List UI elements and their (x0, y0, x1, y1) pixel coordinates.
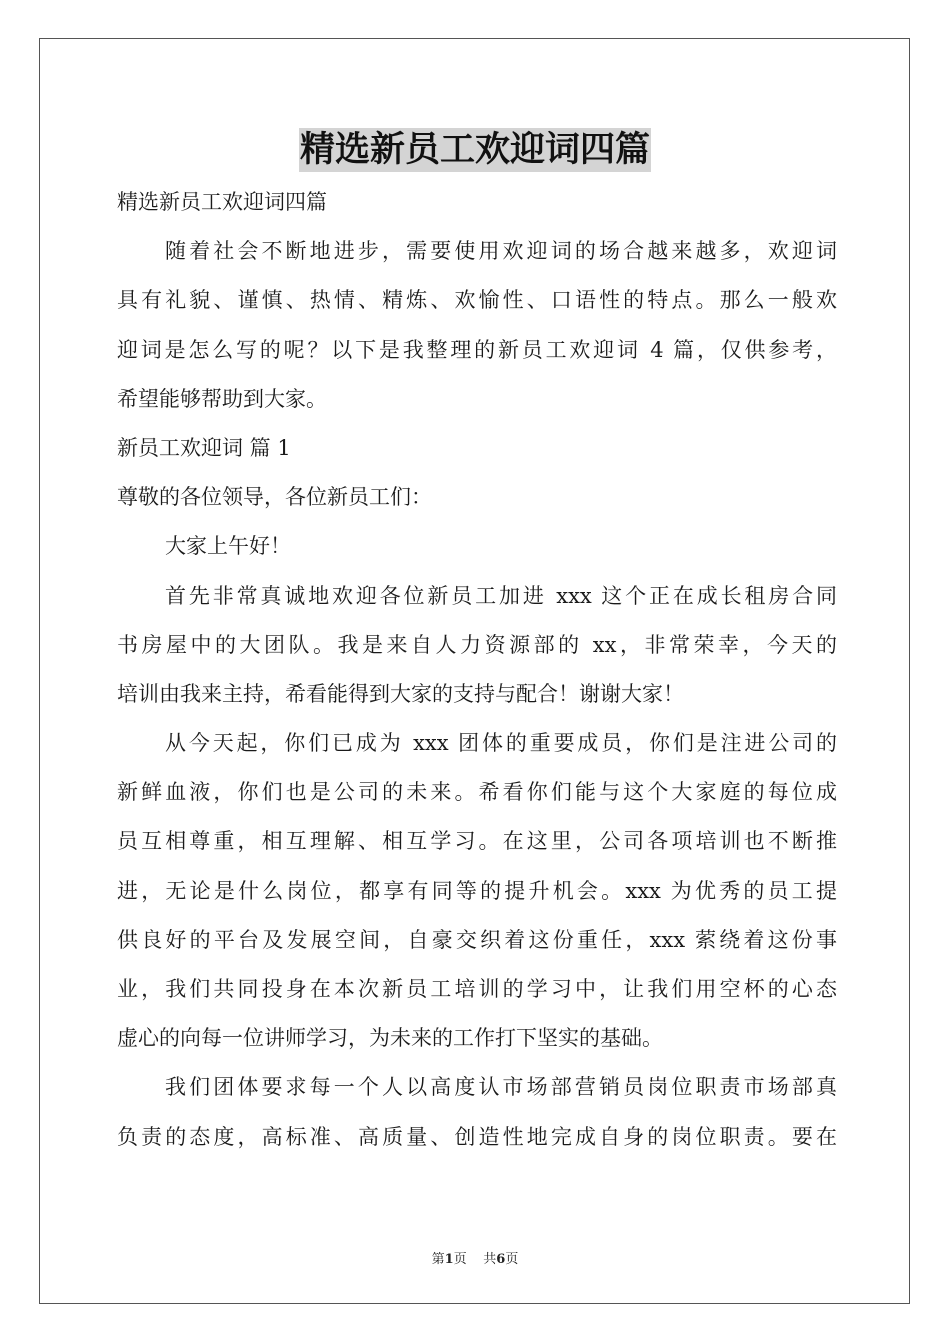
text-line: 首先非常真诚地欢迎各位新员工加进 xxx 这个正在成长租房合同 (165, 583, 837, 608)
document-title: 精选新员工欢迎词四篇 (299, 129, 650, 170)
footer-total-suffix: 页 (505, 1252, 519, 1267)
text-line: 业，我们共同投身在本次新员工培训的学习中，让我们用空杯的心态 (117, 977, 837, 1001)
text-line: 负责的态度，高标准、高质量、创造性地完成自身的岗位职责。要在 (117, 1124, 837, 1149)
footer-total-number: 6 (496, 1252, 506, 1267)
text-line: 随着社会不断地进步，需要使用欢迎词的场合越来越多，欢迎词 (165, 239, 837, 264)
text-line: 具有礼貌、谨慎、热情、精炼、欢愉性、口语性的特点。那么一般欢 (117, 288, 837, 313)
text-line: 进，无论是什么岗位，都享有同等的提升机会。xxx 为优秀的员工提 (117, 878, 837, 903)
footer-page-number: 1 (444, 1252, 454, 1267)
title-wrap (0, 128, 950, 172)
text-line: 迎词是怎么写的呢？以下是我整理的新员工欢迎词 4 篇，仅供参考， (117, 337, 837, 362)
text-line: 供良好的平台及发展空间，自豪交织着这份重任，xxx 萦绕着这份事 (117, 927, 837, 952)
text-line: 书房屋中的大团队。我是来自人力资源部的 xx，非常荣幸，今天的 (117, 632, 837, 657)
text-line: 新鲜血液，你们也是公司的未来。希看你们能与这个大家庭的每位成 (117, 780, 837, 805)
text-line: 尊敬的各位领导，各位新员工们： (117, 485, 432, 510)
text-line: 虚心的向每一位讲师学习，为未来的工作打下坚实的基础。 (117, 1026, 663, 1051)
text-line: 精选新员工欢迎词四篇 (117, 190, 327, 214)
text-line: 希望能够帮助到大家。 (117, 386, 327, 411)
footer-page-suffix: 页 (453, 1252, 467, 1267)
text-line: 新员工欢迎词 篇 1 (117, 435, 291, 460)
document-body (117, 178, 837, 1162)
footer-total-prefix: 共 (483, 1252, 497, 1267)
footer-page-prefix: 第 (431, 1252, 445, 1267)
text-line: 培训由我来主持，希看能得到大家的支持与配合！谢谢大家！ (117, 681, 684, 706)
text-line: 大家上午好！ (165, 534, 291, 559)
page-footer (0, 1248, 950, 1267)
text-line: 我们团体要求每一个人以高度认市场部营销员岗位职责市场部真 (165, 1075, 837, 1100)
text-line: 从今天起，你们已成为 xxx 团体的重要成员，你们是注进公司的 (165, 731, 837, 756)
text-line: 员互相尊重，相互理解、相互学习。在这里，公司各项培训也不断推 (117, 829, 837, 854)
